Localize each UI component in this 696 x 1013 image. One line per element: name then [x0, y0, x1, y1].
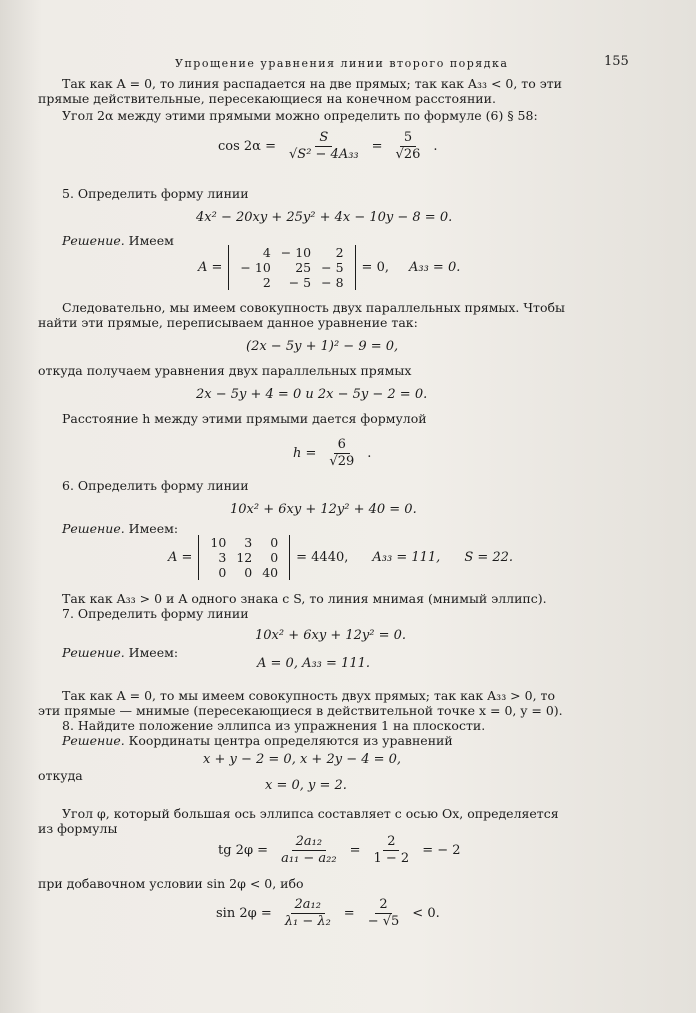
fraction [370, 834, 414, 867]
matrix-cell: 25 [295, 260, 312, 275]
page-number: 155 [604, 54, 629, 69]
eq-lhs: tg 2φ = [218, 842, 269, 858]
equation: (2x − 5y + 1)² − 9 = 0, [246, 339, 399, 354]
solution-line [62, 521, 178, 537]
solution-label: Решение. [62, 733, 125, 748]
s-value: S = 22. [464, 549, 514, 565]
matrix-cell: 3 [218, 550, 227, 565]
text-line: Так как A₃₃ > 0 и A одного знака с S, то линия мнимая (мнимый эллипс). [62, 591, 547, 606]
equals-sign: = [343, 905, 355, 921]
eq-lhs: h = [293, 445, 317, 461]
determinant-matrix [198, 535, 290, 580]
solution-text: Имеем [124, 233, 174, 248]
a33-value: A₃₃ = 111, [372, 549, 441, 565]
fraction [364, 897, 404, 930]
numerator: 2 [375, 897, 391, 914]
equation-cos2a [218, 130, 438, 163]
denominator: 1 − 2 [373, 851, 410, 866]
matrix-cell: − 10 [240, 260, 271, 275]
denominator: a₁₁ − a₂₂ [281, 851, 337, 866]
matrix-cell: 12 [236, 550, 253, 565]
matrix-cell: 0 [270, 550, 279, 565]
equals-sign: = [349, 842, 361, 858]
matrix-cell: 2 [335, 245, 344, 260]
solution-text: Имеем: [124, 645, 179, 660]
equation-sin2phi [216, 897, 440, 930]
matrix-cell: 40 [262, 565, 279, 580]
a33-value: A₃₃ = 0. [408, 259, 461, 275]
equation: 4x² − 20xy + 25y² + 4x − 10y − 8 = 0. [196, 210, 453, 225]
running-header: Упрощение уравнения линии второго порядка [175, 57, 509, 70]
text-line: прямые действительные, пересекающиеся на конечном расстоянии. [38, 91, 496, 106]
determinant-matrix [228, 245, 355, 290]
eq-end: . [433, 138, 438, 154]
matrix-cell: 3 [244, 535, 253, 550]
text-line: откуда получаем уравнения двух параллельных прямых [38, 363, 412, 378]
solution-label: Решение. [62, 645, 125, 660]
solution-text: Имеем: [124, 521, 179, 536]
numerator: 2a₁₂ [292, 834, 326, 851]
denominator: √26 [395, 147, 421, 162]
fraction [285, 130, 363, 163]
matrix-cell: − 8 [321, 275, 344, 290]
fraction [392, 130, 425, 163]
text-line: найти эти прямые, переписываем данное уравнение так: [38, 315, 418, 330]
solution-line [62, 645, 178, 661]
equation-tg2phi [218, 834, 461, 867]
task-heading: 7. Определить форму линии [62, 606, 249, 621]
numerator: 2 [383, 834, 399, 851]
text-line: Так как A = 0, то мы имеем совокупность двух прямых; так как A₃₃ > 0, то [62, 688, 555, 703]
matrix-cell: 4 [262, 245, 271, 260]
denominator: √S² − 4A₃₃ [289, 147, 359, 162]
equation: x + y − 2 = 0, x + 2y − 4 = 0, [203, 752, 402, 767]
fraction [281, 897, 335, 930]
equation: x = 0, y = 2. [265, 778, 347, 793]
denominator: √29 [329, 454, 355, 469]
task-heading: 6. Определить форму линии [62, 478, 249, 493]
matrix-cell: − 5 [288, 275, 312, 290]
equation: 10x² + 6xy + 12y² = 0. [255, 628, 407, 643]
equation-h [293, 437, 371, 470]
eq-lhs: A = [168, 549, 193, 565]
text-line: откуда [38, 768, 83, 783]
text-line: Следовательно, мы имеем совокупность двух параллельных прямых. Чтобы [62, 300, 565, 315]
matrix-cell: − 10 [280, 245, 312, 260]
eq-lhs: A = [198, 259, 223, 275]
solution-label: Решение. [62, 521, 125, 536]
determinant-equation [168, 535, 513, 580]
matrix-cell: 10 [210, 535, 227, 550]
determinant-equation [198, 245, 460, 290]
text-line: Так как A = 0, то линия распадается на две прямых; так как A₃₃ < 0, то эти [62, 76, 562, 91]
text-line: при добавочном условии sin 2φ < 0, ибо [38, 876, 304, 891]
solution-line [62, 733, 453, 749]
numerator: 2a₁₂ [291, 897, 325, 914]
text-line: Угол 2α между этими прямыми можно определить по формуле (6) § 58: [62, 108, 538, 123]
text-line: Угол φ, который большая ось эллипса составляет с осью Ox, определяется [62, 806, 559, 821]
solution-label: Решение. [62, 233, 125, 248]
task-heading: 5. Определить форму линии [62, 186, 249, 201]
equation: A = 0, A₃₃ = 111. [257, 656, 370, 671]
matrix-cell: 0 [244, 565, 253, 580]
eq-lhs: cos 2α = [218, 138, 276, 154]
task-heading: 8. Найдите положение эллипса из упражнения 1 на плоскости. [62, 718, 486, 733]
fraction [325, 437, 358, 470]
matrix-cell: 0 [270, 535, 279, 550]
solution-line [62, 233, 174, 249]
equals-sign: = [371, 138, 383, 154]
numerator: S [315, 130, 332, 147]
text-line: Расстояние h между этими прямыми дается формулой [62, 411, 427, 426]
matrix-cell: − 5 [321, 260, 344, 275]
eq-rhs: = 0, [361, 259, 389, 275]
equation: 2x − 5y + 4 = 0 и 2x − 5y − 2 = 0. [196, 387, 428, 402]
eq-end: . [367, 445, 372, 461]
matrix-cell: 2 [262, 275, 271, 290]
eq-end: = − 2 [422, 842, 461, 858]
eq-end: < 0. [412, 905, 440, 921]
numerator: 5 [400, 130, 416, 147]
text-line: из формулы [38, 821, 118, 836]
eq-lhs: sin 2φ = [216, 905, 272, 921]
denominator: λ₁ − λ₂ [284, 914, 331, 929]
numerator: 6 [334, 437, 350, 454]
denominator: − √5 [367, 914, 400, 929]
matrix-cell: 0 [218, 565, 227, 580]
eq-rhs: = 4440, [296, 549, 349, 565]
solution-text: Координаты центра определяются из уравнений [124, 733, 453, 748]
equation: 10x² + 6xy + 12y² + 40 = 0. [230, 502, 417, 517]
fraction [277, 834, 341, 867]
text-line: эти прямые — мнимые (пересекающиеся в действительной точке x = 0, y = 0). [38, 703, 563, 718]
